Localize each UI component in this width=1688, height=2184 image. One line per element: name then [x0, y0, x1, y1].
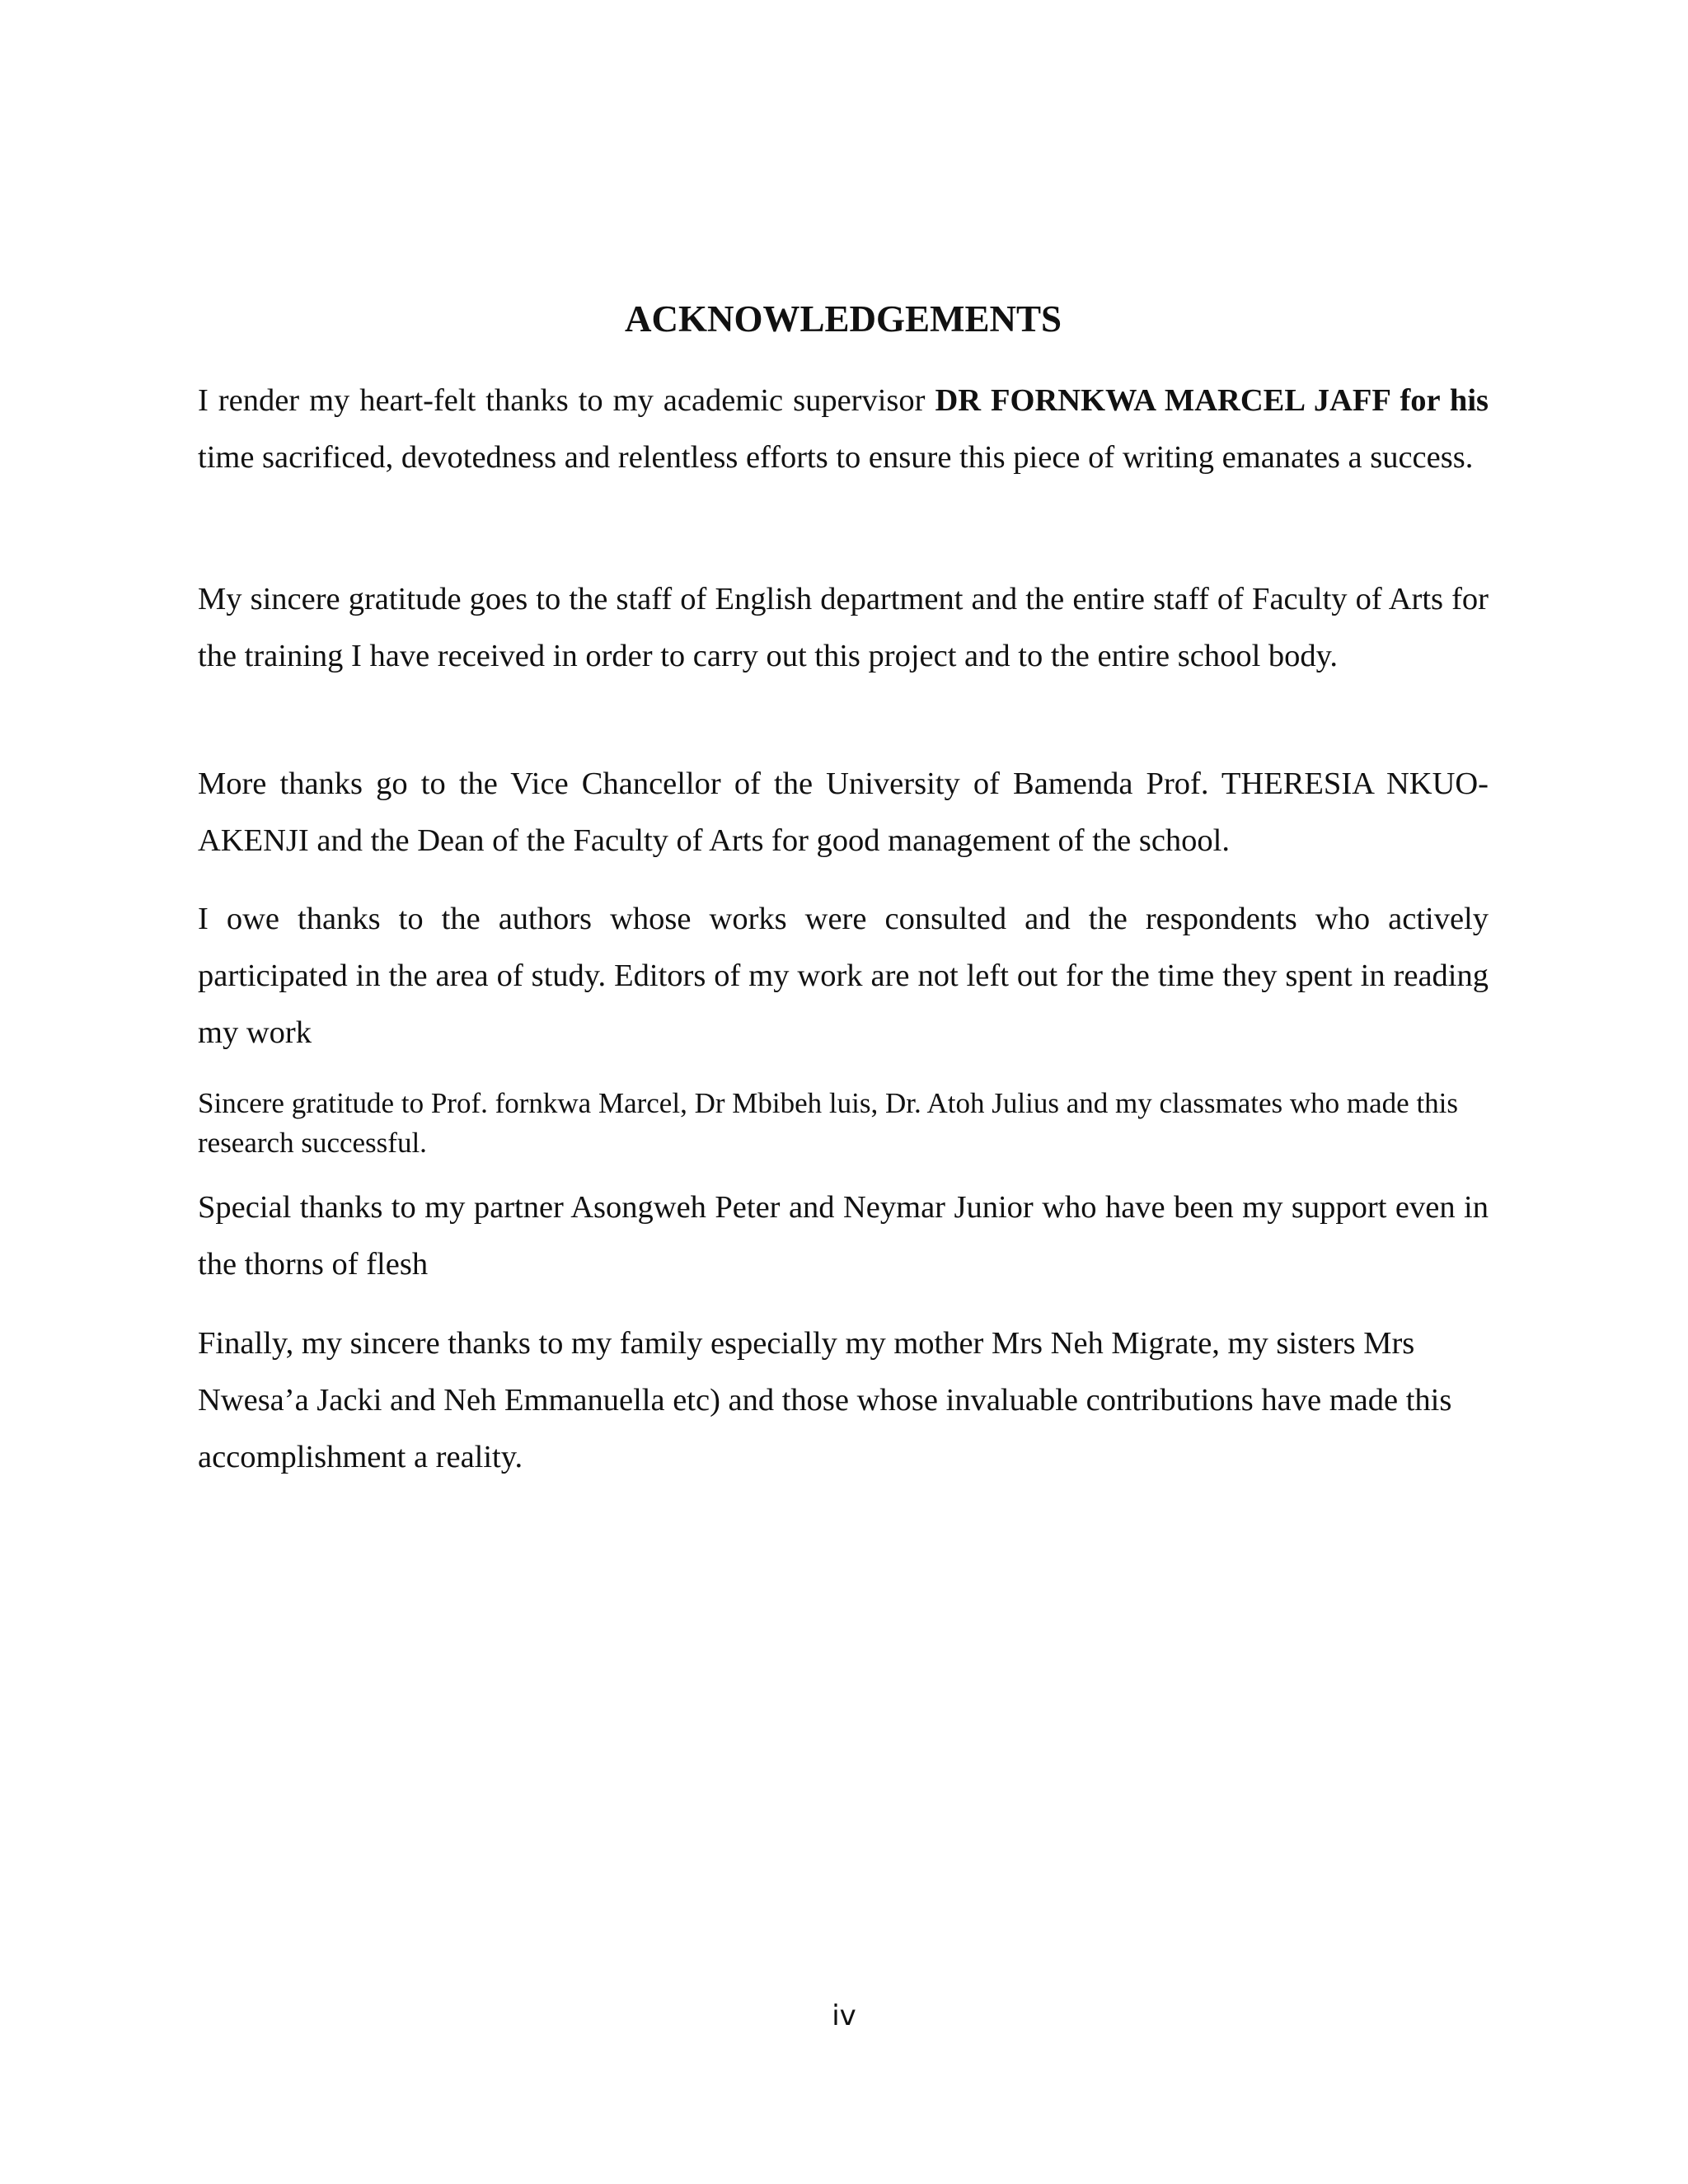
paragraph-text: I render my heart-felt thanks to my academic supervisor [198, 383, 935, 418]
paragraph-vice-chancellor-thanks: More thanks go to the Vice Chancellor of the University of Bamenda Prof. THERESIA NKUO-AKENJI and the Dean of the Faculty of Arts for good management of the school. [198, 766, 1489, 858]
page-title: ACKNOWLEDGEMENTS [624, 298, 1062, 340]
paragraph-staff-gratitude: My sincere gratitude goes to the staff of English department and the entire staff of Faculty of Arts for the training I have received in order to carry out this project and to the entire school body. [198, 582, 1489, 673]
paragraph-text: time sacrificed, devotedness and relentless efforts to ensure this piece of writing emanates a success. [198, 440, 1474, 475]
paragraph-family-thanks: Finally, my sincere thanks to my family especially my mother Mrs Neh Migrate, my sisters Mrs Nwesa’a Jacki and Neh Emmanuella etc) and those whose invaluable contributions have made this accomplishment a reality. [198, 1326, 1452, 1474]
supervisor-name: DR FORNKWA MARCEL JAFF for his [935, 383, 1489, 418]
paragraph-supervisor-thanks [198, 373, 1489, 486]
paragraph-authors-thanks: I owe thanks to the authors whose works were consulted and the respondents who actively participated in the area of study. Editors of my work are not left out for the time they spent in reading my work [198, 902, 1489, 1050]
page-number: iv [832, 1999, 856, 2032]
paragraph-partner-thanks: Special thanks to my partner Asongweh Peter and Neymar Junior who have been my support even in the thorns of flesh [198, 1190, 1489, 1282]
paragraph-lecturers-gratitude: Sincere gratitude to Prof. fornkwa Marcel, Dr Mbibeh luis, Dr. Atoh Julius and my classmates who made this research successful. [198, 1087, 1459, 1159]
